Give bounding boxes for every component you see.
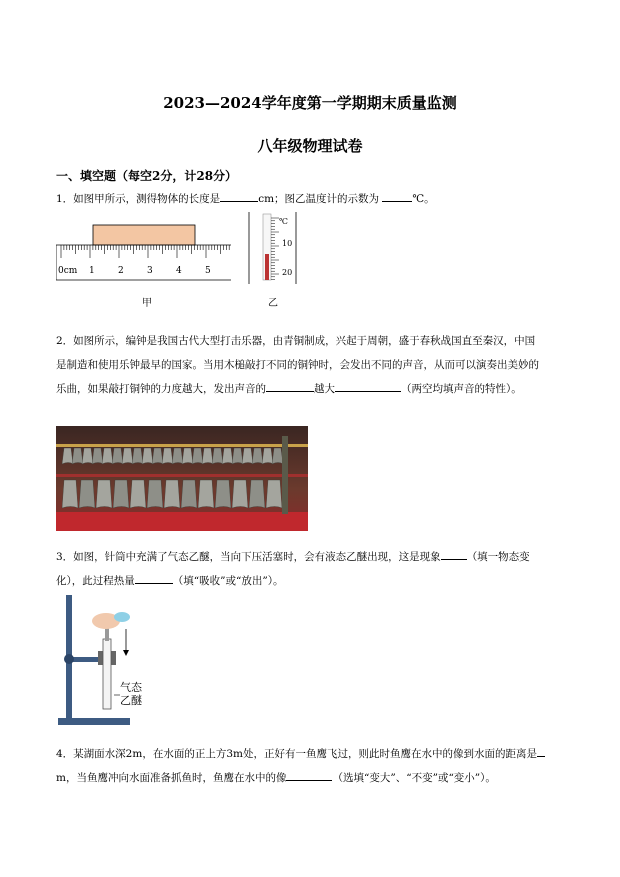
ruler-label-0: 0cm xyxy=(58,266,78,276)
ruler-label-4: 4 xyxy=(176,266,182,276)
ruler-labels xyxy=(58,266,211,276)
ruler-label-3: 3 xyxy=(147,266,153,276)
bell xyxy=(162,448,173,464)
bianzhong-photo xyxy=(56,426,308,531)
bell xyxy=(82,448,93,464)
bell xyxy=(62,448,73,464)
question-2-text xyxy=(56,329,576,401)
bell xyxy=(242,448,253,464)
q3-line-1b: （填一物态变 xyxy=(466,551,530,563)
bell xyxy=(113,480,129,508)
thermometer-figure xyxy=(247,212,301,284)
q3-blank-1[interactable] xyxy=(441,547,467,560)
question-4-text xyxy=(56,742,576,790)
bell xyxy=(266,480,282,508)
bell xyxy=(92,448,103,464)
ruler-label-2: 2 xyxy=(118,266,124,276)
bell xyxy=(164,480,180,508)
q4-blank-2[interactable] xyxy=(286,768,332,781)
thermometer-label-10: 10 xyxy=(282,239,293,248)
bell xyxy=(198,480,214,508)
q3-line-2b: （填“吸收”或“放出”）。 xyxy=(172,575,284,587)
ruler-label-1: 1 xyxy=(89,266,95,276)
bell xyxy=(181,480,197,508)
q4-line-1 xyxy=(56,742,576,766)
stand-base xyxy=(58,718,130,725)
bell xyxy=(172,448,183,464)
ruler-ticks xyxy=(61,245,229,258)
glove-cuff xyxy=(114,612,130,622)
bell xyxy=(222,448,233,464)
thermometer-label-20: 20 xyxy=(282,268,293,277)
bell xyxy=(252,448,263,464)
q4-line-2 xyxy=(56,766,576,790)
q2-line-3b: 越大 xyxy=(314,383,335,395)
syringe-label-gas: 气态 xyxy=(120,681,142,694)
q2-blank-1[interactable] xyxy=(266,379,314,392)
syringe-label-ether: 乙醚 xyxy=(120,694,142,707)
exam-title: 2023—2024学年度第一学期期末质量监测 xyxy=(163,94,457,112)
figure-label-yi: 乙 xyxy=(268,298,278,309)
q3-line-1a: 3．如图，针筒中充满了气态乙醚，当向下压活塞时，会有液态乙醚出现，这是现象 xyxy=(56,551,441,563)
q3-line-1 xyxy=(56,545,576,569)
q1-blank-1[interactable] xyxy=(220,189,258,202)
syringe-plunger xyxy=(105,627,109,641)
bell xyxy=(96,480,112,508)
bell xyxy=(147,480,163,508)
q2-line-3c: （两空均填声音的特性）。 xyxy=(401,383,522,395)
bell xyxy=(262,448,273,464)
thermometer-mercury xyxy=(265,254,269,280)
ruler-label-5: 5 xyxy=(205,266,211,276)
thermometer-unit: ℃ xyxy=(279,217,288,226)
bell xyxy=(142,448,153,464)
q2-blank-2[interactable] xyxy=(335,379,401,392)
bell xyxy=(152,448,163,464)
bell xyxy=(130,480,146,508)
bell xyxy=(192,448,203,464)
bell xyxy=(112,448,123,464)
question-3-text xyxy=(56,545,576,593)
bell xyxy=(62,480,78,508)
q1-text-c: ℃。 xyxy=(412,193,435,205)
bell xyxy=(79,480,95,508)
q2-line-3 xyxy=(56,377,576,401)
q1-text-b: cm；图乙温度计的示数为 xyxy=(258,193,380,205)
bell xyxy=(182,448,193,464)
bell xyxy=(272,448,283,464)
question-1-text xyxy=(56,187,576,211)
syringe-stand-figure xyxy=(56,591,156,729)
figure-label-jia: 甲 xyxy=(142,298,152,309)
q1-text-a: 1．如图甲所示，测得物体的长度是 xyxy=(56,193,221,205)
ruler-figure xyxy=(56,222,231,286)
q4-line-2a: m，当鱼鹰冲向水面准备抓鱼时，鱼鹰在水中的像 xyxy=(56,772,287,784)
q4-blank-1[interactable] xyxy=(537,744,545,757)
bell xyxy=(72,448,83,464)
bell xyxy=(249,480,265,508)
q4-line-2b: （选填“变大”、“不变”或“变小”）。 xyxy=(332,772,496,784)
section-heading: 一、填空题（每空2分，计28分） xyxy=(56,169,238,183)
q3-blank-2[interactable] xyxy=(135,571,173,584)
q3-line-2 xyxy=(56,569,576,593)
bell xyxy=(122,448,133,464)
q2-line-2: 是制造和使用乐钟最早的国家。当用木槌敲打不同的铜钟时，会发出不同的声音，从而可以演奏出美妙的 xyxy=(56,359,539,371)
bell xyxy=(132,448,143,464)
q1-blank-2[interactable] xyxy=(382,189,412,202)
bell xyxy=(215,480,231,508)
q3-line-2a: 化），此过程热量 xyxy=(56,575,135,587)
q4-line-1-text: 4．某湖面水深2m，在水面的正上方3m处，正好有一鱼鹰飞过，则此时鱼鹰在水中的像到水面的距离是 xyxy=(56,748,537,760)
bell xyxy=(102,448,113,464)
exam-subtitle: 八年级物理试卷 xyxy=(257,137,363,155)
q2-line-3a: 乐曲，如果敲打铜钟的力度越大，发出声音的 xyxy=(56,383,266,395)
bell xyxy=(232,448,243,464)
measured-block xyxy=(93,225,195,245)
syringe-barrel xyxy=(103,639,111,709)
bell xyxy=(202,448,213,464)
bell xyxy=(212,448,223,464)
q2-line-1: 2．如图所示，编钟是我国古代大型打击乐器，由青铜制成，兴起于周朝，盛于春秋战国直至秦汉，中国 xyxy=(56,335,536,347)
bell xyxy=(232,480,248,508)
thermometer-ticks xyxy=(271,218,279,280)
